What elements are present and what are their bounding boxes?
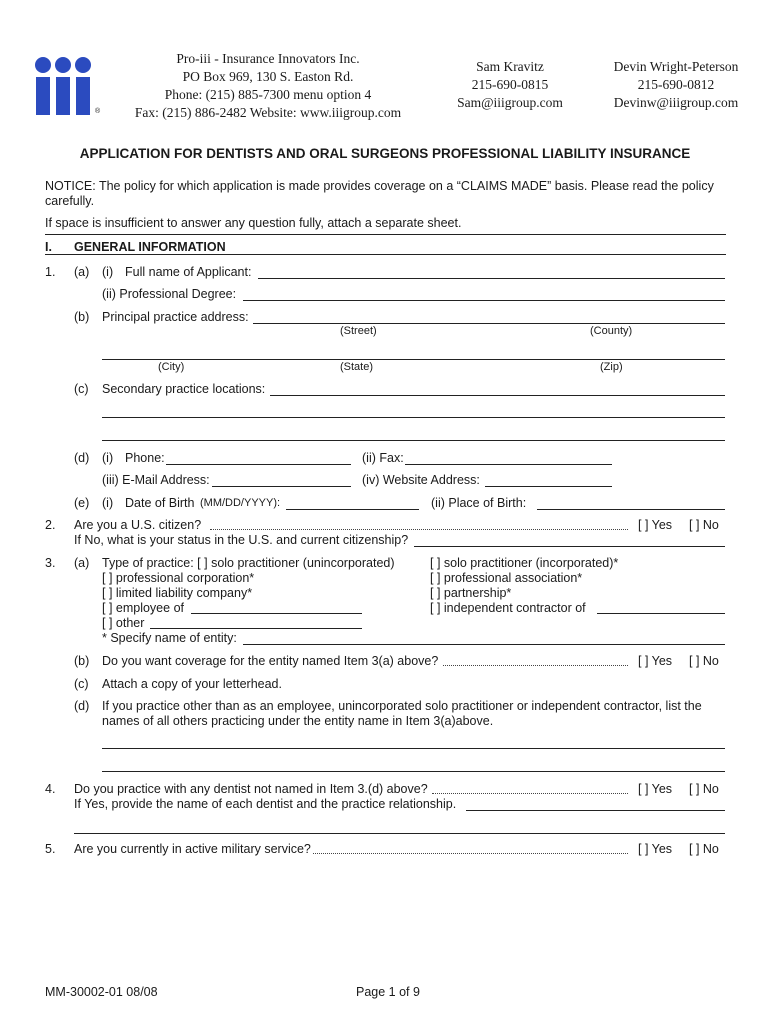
company-phone: Phone: (215) 885-7300 menu option 4 (164, 87, 372, 102)
q3-number: 3. (45, 556, 56, 570)
dentist-names-field-2[interactable] (74, 833, 725, 834)
full-name-label: Full name of Applicant: (125, 265, 252, 279)
q5-number: 5. (45, 842, 56, 856)
principal-city-field[interactable] (102, 359, 725, 360)
q2-question: Are you a U.S. citizen? (74, 518, 202, 532)
q3d-field-2[interactable] (102, 771, 725, 772)
website-field[interactable] (485, 486, 612, 487)
q1d-label: (d) (74, 451, 90, 465)
contact-sam (440, 58, 580, 112)
q1b-label: (b) (74, 310, 90, 324)
practice-type-professional-association[interactable]: [ ] professional association* (430, 571, 583, 585)
zip-hint: (Zip) (600, 361, 623, 373)
q1-number: 1. (45, 265, 56, 279)
q3b-question: Do you want coverage for the entity named Item 3(a) above? (102, 654, 439, 668)
company-address: PO Box 969, 130 S. Easton Rd. (182, 69, 354, 84)
q5-yes-checkbox[interactable]: [ ] Yes (638, 842, 673, 856)
q4-question: Do you practice with any dentist not named in Item 3.(d) above? (74, 782, 428, 796)
city-hint: (City) (158, 361, 185, 373)
fax-field[interactable] (405, 464, 612, 465)
website-label: (iv) Website Address: (362, 473, 480, 487)
leader-dots (210, 529, 628, 530)
q1a-i-label: (i) (102, 265, 114, 279)
q3c-text: Attach a copy of your letterhead. (102, 677, 282, 691)
q4-no-checkbox[interactable]: [ ] No (689, 782, 719, 796)
q1c-label: (c) (74, 382, 89, 396)
pob-field[interactable] (537, 509, 725, 510)
company-name: Pro-iii - Insurance Innovators Inc. (176, 51, 360, 66)
notice-text: NOTICE: The policy for which application is made provides coverage on a “CLAIMS MADE” basis. Please read the policy (45, 179, 714, 193)
q3c-label: (c) (74, 677, 89, 691)
notice-text-cont: carefully. (45, 194, 95, 208)
secondary-locations-label: Secondary practice locations: (102, 382, 266, 396)
phone-label: Phone: (125, 451, 165, 465)
contact-email[interactable]: Sam@iiigroup.com (457, 95, 563, 110)
contact-devin (596, 58, 756, 112)
pob-label: (ii) Place of Birth: (431, 496, 527, 510)
form-id: MM-30002-01 08/08 (45, 985, 158, 999)
contact-phone: 215-690-0815 (471, 77, 549, 92)
q1e-label: (e) (74, 496, 90, 510)
practice-type-employee[interactable]: [ ] employee of (102, 601, 184, 615)
secondary-locations-field-3[interactable] (102, 440, 725, 441)
contact-name: Sam Kravitz (476, 59, 544, 74)
dob-label: Date of Birth (125, 496, 195, 510)
section-rule-bottom (45, 254, 726, 255)
practice-type-solo-incorporated[interactable]: [ ] solo practitioner (incorporated)* (430, 556, 619, 570)
section-number: I. (45, 240, 52, 254)
degree-label: (ii) Professional Degree: (102, 287, 237, 301)
q4-followup: If Yes, provide the name of each dentist and the practice relationship. (74, 797, 457, 811)
county-hint: (County) (590, 325, 633, 337)
contact-name: Devin Wright-Peterson (613, 59, 739, 74)
dob-field[interactable] (286, 509, 419, 510)
leader-dots (313, 853, 628, 854)
iii-logo (33, 56, 95, 116)
secondary-locations-field-2[interactable] (102, 417, 725, 418)
q2-yes-checkbox[interactable]: [ ] Yes (638, 518, 673, 532)
q3d-field[interactable] (102, 748, 725, 749)
q3d-label: (d) (74, 699, 90, 713)
specify-entity-field[interactable] (243, 644, 725, 645)
page-number: Page 1 of 9 (356, 985, 420, 999)
street-hint: (Street) (340, 325, 377, 337)
q5-question: Are you currently in active military service? (74, 842, 311, 856)
secondary-locations-field[interactable] (270, 395, 725, 396)
q1d-i-label: (i) (102, 451, 114, 465)
q3d-text-cont: names of all others practicing under the entity name in Item 3(a)above. (102, 714, 494, 728)
email-field[interactable] (212, 486, 351, 487)
independent-contractor-field[interactable] (597, 613, 725, 614)
q4-number: 4. (45, 782, 56, 796)
q3d-text: If you practice other than as an employee, unincorporated solo practitioner or independent contractor, list the (102, 699, 702, 713)
space-note: If space is insufficient to answer any question fully, attach a separate sheet. (45, 216, 462, 230)
form-title: APPLICATION FOR DENTISTS AND ORAL SURGEONS PROFESSIONAL LIABILITY INSURANCE (79, 146, 691, 161)
email-label: (iii) E-Mail Address: (102, 473, 210, 487)
practice-type-llc[interactable]: [ ] limited liability company* (102, 586, 253, 600)
dob-format: (MM/DD/YYYY): (200, 497, 281, 509)
q3b-yes-checkbox[interactable]: [ ] Yes (638, 654, 673, 668)
practice-type-professional-corporation[interactable]: [ ] professional corporation* (102, 571, 255, 585)
specify-entity-label: * Specify name of entity: (102, 631, 237, 645)
dentist-names-field[interactable] (466, 810, 725, 811)
fax-label: (ii) Fax: (362, 451, 404, 465)
section-title: GENERAL INFORMATION (74, 240, 226, 254)
contact-email[interactable]: Devinw@iiigroup.com (613, 95, 739, 110)
citizenship-field[interactable] (414, 546, 725, 547)
full-name-field[interactable] (258, 278, 725, 279)
contact-phone: 215-690-0812 (637, 77, 715, 92)
company-block (118, 50, 418, 122)
q1a-label: (a) (74, 265, 90, 279)
q3b-label: (b) (74, 654, 90, 668)
phone-field[interactable] (166, 464, 351, 465)
company-fax-website: Fax: (215) 886-2482 Website: www.iiigroup.com (134, 105, 402, 120)
leader-dots (432, 793, 628, 794)
q1e-i-label: (i) (102, 496, 114, 510)
principal-street-field[interactable] (253, 323, 725, 324)
employee-of-field[interactable] (191, 613, 362, 614)
q2-number: 2. (45, 518, 56, 532)
leader-dots (443, 665, 628, 666)
principal-address-label: Principal practice address: (102, 310, 249, 324)
state-hint: (State) (340, 361, 374, 373)
q3b-no-checkbox[interactable]: [ ] No (689, 654, 719, 668)
q2-followup: If No, what is your status in the U.S. and current citizenship? (74, 533, 409, 547)
q3a-label: (a) (74, 556, 90, 570)
practice-type-other[interactable]: [ ] other (102, 616, 145, 630)
degree-field[interactable] (243, 300, 725, 301)
q2-no-checkbox[interactable]: [ ] No (689, 518, 719, 532)
section-rule (45, 234, 726, 235)
q5-no-checkbox[interactable]: [ ] No (689, 842, 719, 856)
q4-yes-checkbox[interactable]: [ ] Yes (638, 782, 673, 796)
practice-type-independent-contractor[interactable]: [ ] independent contractor of (430, 601, 586, 615)
practice-type-solo-unincorporated[interactable]: Type of practice: [ ] solo practitioner (unincorporated) (102, 556, 395, 570)
practice-type-partnership[interactable]: [ ] partnership* (430, 586, 512, 600)
other-field[interactable] (150, 628, 362, 629)
registered-mark: ® (95, 108, 101, 115)
